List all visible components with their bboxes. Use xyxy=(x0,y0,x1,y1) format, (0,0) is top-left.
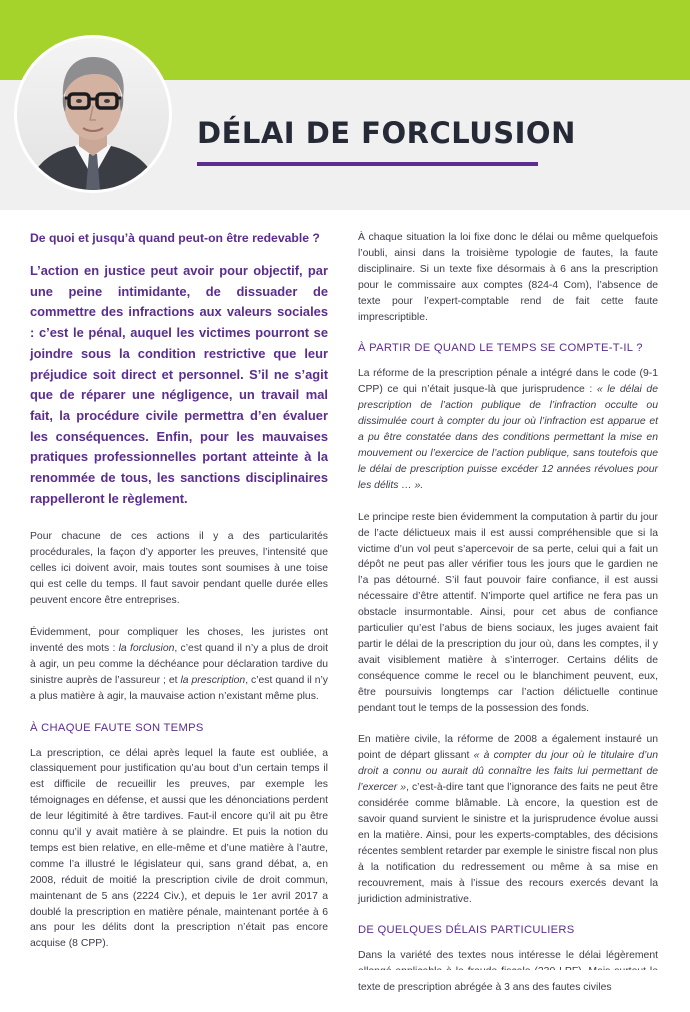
body-paragraph: Le principe reste bien évidemment la computation à partir du jour de l’acte délictueux mais il est aussi compréhensible que si la victime d’un vol peut s’apercevoir de sa perte, celui qui a fait un dépôt ne peut pas aller vérifier tous les jours que le gardien ne l’a pas détourné. S’il faut pouvoir faire confiance, il est aussi nécessaire d’être attentif. N’importe quel artifice ne fera pas un obstacle insurmontable. Ainsi, pour cet abus de confiance particulier qu’est l’abus de biens sociaux, les juges avaient fait partir le délai de la prescription du jour où, dans les comptes, il y avait visiblement matière à s’interroger. Certains délits de conséquence comme le recel ou le blanchiment peuvent, eux, être poursuivis longtemps car l’action délictuelle continue pendant tout le temps de la possession des fonds. xyxy=(358,511,658,714)
quoted-article: « le délai de prescription de l’action publique de l’infraction occulte ou dissimulée court à compter du jour où l’infraction est apparue et a pu être constatée dans des conditions permettant la mise en mouvement ou l’exercice de l’action publique, sans toutefois que le délai de prescription puisse excéder 12 années révolues pour les délits … ». xyxy=(358,384,658,491)
page-title: DÉLAI DE FORCLUSION xyxy=(197,116,576,150)
title-underline xyxy=(197,162,538,166)
body-paragraph: Pour chacune de ces actions il y a des particularités procédurales, la façon d’y apporter les preuves, l’intensité que celles ici doivent avoir, mais toutes sont soumises à une toise qui est celle du temps. Il faut savoir pendant quelle durée elles peuvent encore être entreprises. xyxy=(30,531,328,607)
body-paragraph: Évidemment, pour compliquer les choses, les juristes ont inventé des mots : la forclusion, c’est quand il n’y a plus de droit à agir, un peu comme la déchéance pour déclaration tardive du sinistre auprès de l’assureur ; et la prescription, c’est quand il n’y a plus matière à agir, la mauvaise action n’existant même plus. xyxy=(30,626,328,702)
term-prescription: la prescription xyxy=(180,674,246,686)
quoted-article: « à compter du jour où le titulaire d’un droit a connu ou aurait dû connaître les faits lui permettant de l’exercer » xyxy=(358,750,658,794)
body-paragraph: La prescription, ce délai après lequel la faute est oubliée, a classiquement pour justification qu’au bout d’un certain temps il est difficile de recueillir les preuves, par exemple les témoignages en défense, et aussi que les dénonciations perdent de leur légitimité à être tardives. Faut-il encore qu’il ait pu être connu qu’il y avait matière à se plaindre. Et puis la notion du temps est bien relative, en elle-même et d’une matière à l’autre, comme l’a illustré le législateur qui, sans grand débat, a, en 2008, réduit de moitié la prescription civile de droit commun, maintenant de 5 ans (2224 Civ.), et depuis le 1er avril 2017 a doublé la prescription en matière pénale, maintenant portée à 6 ans pour les délits dont la prescription n’était pas encore acquise (8 CPP). xyxy=(30,747,328,950)
term-forclusion: la forclusion xyxy=(118,642,175,654)
left-column xyxy=(30,230,328,968)
author-portrait xyxy=(17,38,169,190)
intro-question: De quoi et jusqu’à quand peut-on être redevable ? xyxy=(30,231,320,245)
page-bottom-edge xyxy=(0,970,690,980)
body-paragraph: À chaque situation la loi fixe donc le délai ou même quelquefois l’oubli, ainsi dans la troisième typologie de fautes, la faute disciplinaire. Si un texte fixe désormais à 6 ans la prescription pour le commissaire aux comptes (824-4 Com), l’absence de texte pour l’expert-comptable rend de fait cette faute imprescriptible. xyxy=(358,232,658,323)
portrait-photo xyxy=(17,38,169,190)
body-paragraph: La réforme de la prescription pénale a intégré dans le code (9-1 CPP) ce qui n’était jusque-là que jurisprudence : « le délai de prescription de l’action publique de l’infraction occulte ou dissimulée court à compter du jour où l’infraction est apparue et a pu être constatée dans des conditions permettant la mise en mouvement ou l’exercice de l’action publique, sans toutefois que le délai de prescription puisse excéder 12 années révolues pour les délits … ». xyxy=(358,368,658,491)
section-heading: À CHAQUE FAUTE SON TEMPS xyxy=(30,721,204,734)
section-heading: À PARTIR DE QUAND LE TEMPS SE COMPTE-T-IL ? xyxy=(358,342,643,355)
body-paragraph: En matière civile, la réforme de 2008 a également instauré un point de départ glissant « à compter du jour où le titulaire d’un droit a connu ou aurait dû connaître les faits lui permettant de l’exercer », c’est-à-dire tant que l’ignorance des faits ne peut être considérée comme blâmable. Là encore, la question est de savoir quand survient le sinistre et la jurisprudence évolue aussi en la matière. Ainsi, pour les experts-comptables, des décisions récentes semblent retarder par exemple le sinistre fiscal non plus à la notification du redressement ou même à sa mise en recouvrement, mais à l’issue des recours exercés devant la juridiction administrative. xyxy=(358,734,658,905)
right-column xyxy=(358,230,658,1012)
lead-paragraph: L’action en justice peut avoir pour objectif, par une peine intimidante, de dissuader de commettre des infractions aux valeurs sociales : c’est le pénal, auquel les victimes pourront se joindre sous la condition restrictive que leur préjudice soit direct et personnel. S’il ne s’agit que de réparer une négligence, un travail mal fait, la procédure civile permettra d’en évaluer les conséquences. Enfin, pour les mauvaises pratiques professionnelles portant atteinte à la renommée de tous, les sanctions disciplinaires rappelleront le règlement. xyxy=(30,263,328,506)
body-paragraph: Dans la variété des textes nous intéresse le délai légèrement texte de prescription abrégée à 3 ans des fautes civiles xyxy=(358,950,658,994)
section-heading: DE QUELQUES DÉLAIS PARTICULIERS xyxy=(358,924,575,937)
